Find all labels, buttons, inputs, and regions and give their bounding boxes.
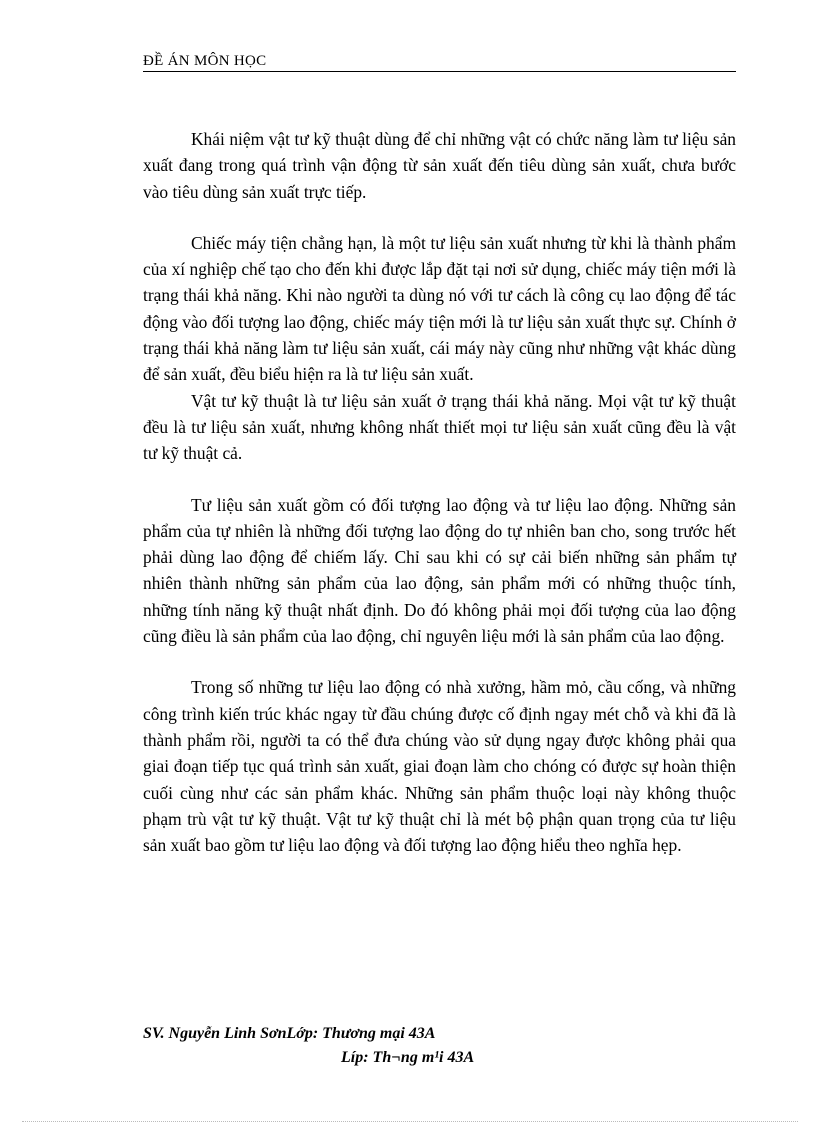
page-bottom-divider bbox=[22, 1121, 798, 1122]
paragraph: Tư liệu sản xuất gồm có đối tượng lao động và tư liệu lao động. Những sản phẩm của tự nhiên là những đối tượng lao động do tự nhiên ban cho, song trước hết phải dùng lao động để chiếm lấy. Chỉ sau khi có sự cải biến những sản phẩm tự nhiên thành những sản phẩm của lao động, sản phẩm mới có những thuộc tính, những tính năng kỹ thuật nhất định. Do đó không phải mọi đối tượng của lao động cũng điều là sản phẩm của lao động, chỉ nguyên liệu mới là sản phẩm của lao động. bbox=[143, 494, 736, 647]
header-title: ĐỀ ÁN MÔN HỌC bbox=[143, 53, 267, 69]
page-header bbox=[143, 53, 736, 72]
document-body bbox=[143, 126, 736, 858]
paragraph: Vật tư kỹ thuật là tư liệu sản xuất ở trạng thái khả năng. Mọi vật tư kỹ thuật đều là tư liệu sản xuất, nhưng không nhất thiết mọi tư liệu sản xuất cũng đều là vật tư kỹ thuật cả. bbox=[143, 390, 736, 464]
paragraph: Chiếc máy tiện chẳng hạn, là một tư liệu sản xuất nhưng từ khi là thành phẩm của xí nghiệp chế tạo cho đến khi được lắp đặt tại nơi sử dụng, chiếc máy tiện mới là trạng thái khả năng. Khi nào người ta dùng nó với tư cách là công cụ lao động để tác động vào đối tượng lao động, chiếc máy tiện mới là tư liệu sản xuất thực sự. Chính ở trạng thái khả năng làm tư liệu sản xuất, cái máy này cũng như những vật khác dùng để sản xuất, đều biểu hiện ra là tư liệu sản xuất. bbox=[143, 232, 736, 385]
page-footer bbox=[143, 1022, 736, 1070]
footer-line-2: Líp: Th¬ng m¹i 43A bbox=[341, 1049, 475, 1066]
paragraph: Trong số những tư liệu lao động có nhà xưởng, hầm mỏ, cầu cống, và những công trình kiến trúc khác ngay từ đầu chúng được cố định ngay mét chỗ và khi đã là thành phẩm rồi, người ta có thể đưa chúng vào sử dụng ngay được không phải qua giai đoạn tiếp tục quá trình sản xuất, giai đoạn làm cho chóng có được sự hoàn thiện cuối cùng như các sản phẩm khác. Những sản phẩm thuộc loại này không thuộc phạm trù vật tư kỹ thuật. Vật tư kỹ thuật chỉ là mét bộ phận quan trọng của tư liệu sản xuất bao gồm tư liệu lao động và đối tượng lao động hiểu theo nghĩa hẹp. bbox=[143, 677, 736, 856]
paragraph: Khái niệm vật tư kỹ thuật dùng để chỉ những vật có chức năng làm tư liệu sản xuất đang trong quá trình vận động từ sản xuất đến tiêu dùng sản xuất, chưa bước vào tiêu dùng sản xuất trực tiếp. bbox=[143, 129, 736, 202]
footer-line-1: SV. Nguyễn Linh SơnLớp: Thương mại 43A bbox=[143, 1025, 436, 1042]
